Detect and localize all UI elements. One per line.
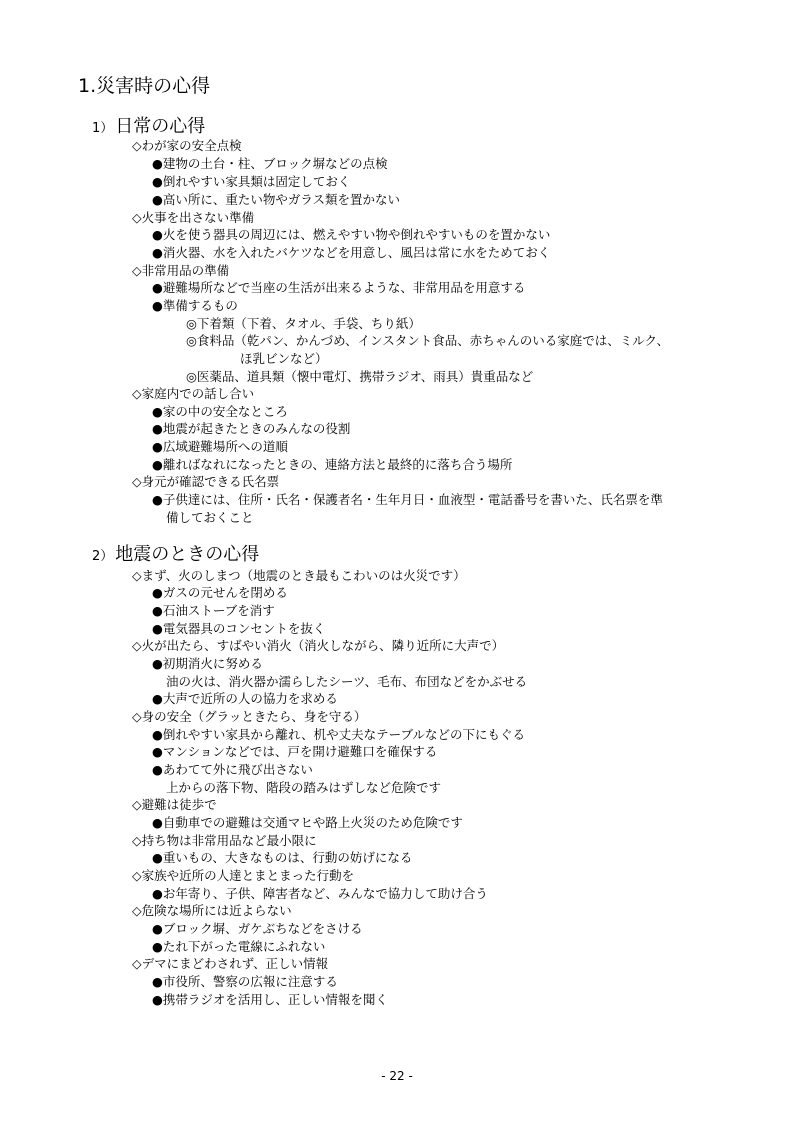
list-item: ◇持ち物は非常用品など最小限に (132, 833, 317, 848)
section1-number: 1） (92, 121, 114, 136)
list-item: ●避難場所などで当座の生活が出来るような、非常用品を用意する (152, 280, 526, 295)
list-item: ◇火事を出さない準備 (132, 210, 255, 225)
section2-heading (92, 543, 259, 569)
list-item: ●倒れやすい家具類は固定しておく (152, 174, 351, 189)
list-item: ●建物の土台・柱、ブロック塀などの点検 (152, 156, 388, 171)
list-item: 油の火は、消火器か濡らしたシーツ、毛布、布団などをかぶせる (166, 674, 528, 689)
list-item: ●初期消火に努める (152, 656, 263, 671)
list-item: 上からの落下物、階段の踏みはずしなど危険です (166, 780, 442, 795)
list-item: ●準備するもの (152, 298, 238, 313)
list-item: ほ乳ビンなど） (240, 351, 328, 366)
list-item: ●倒れやすい家具から離れ、机や丈夫なテーブルなどの下にもぐる (152, 727, 526, 742)
list-item: ●お年寄り、子供、障害者など、みんなで協力して助け合う (152, 886, 488, 901)
list-item: ●自動車での避難は交通マヒや路上火災のため危険です (152, 815, 463, 830)
list-item: ●携帯ラジオを活用し、正しい情報を聞く (152, 992, 388, 1007)
list-item: ◎食料品（乾パン、かんづめ、インスタント食品、赤ちゃんのいる家庭では、ミルク、 (186, 333, 670, 348)
section1-title: 日常の心得 (115, 116, 206, 137)
list-item: ◇わが家の安全点検 (132, 138, 242, 153)
list-item: ◇危険な場所には近よらない (132, 903, 292, 918)
list-item: ●離ればなれになったときの、連絡方法と最終的に落ち合う場所 (152, 457, 513, 472)
list-item: 備しておくこと (166, 510, 254, 525)
list-item: ●子供達には、住所・氏名・保護者名・生年月日・血液型・電話番号を書いた、氏名票を準 (152, 492, 663, 507)
list-item: ◇家庭内での話し合い (132, 386, 255, 401)
list-item: ◇身元が確認できる氏名票 (132, 474, 280, 489)
list-item: ●ブロック塀、ガケぶちなどをさける (152, 921, 363, 936)
list-item: ◇家族や近所の人達とまとまった行動を (132, 868, 355, 883)
list-item: ●消火器、水を入れたバケツなどを用意し、風呂は常に水をためておく (152, 245, 551, 260)
list-item: ●電気器具のコンセントを抜く (152, 621, 326, 636)
list-item: ◎医薬品、道具類（懐中電灯、携帯ラジオ、雨具）貴重品など (186, 369, 534, 384)
list-item: ●地震が起きたときのみんなの役割 (152, 421, 351, 436)
list-item: ◇まず、火のしまつ（地震のとき最もこわいのは火災です） (132, 568, 466, 583)
list-item: ●重いもの、大きなものは、行動の妨げになる (152, 850, 413, 865)
list-item: ●高い所に、重たい物やガラス類を置かない (152, 192, 401, 207)
list-item: ◇デマにまどわされず、正しい情報 (132, 956, 329, 971)
list-item: ●大声で近所の人の協力を求める (152, 691, 338, 706)
list-item: ◇非常用品の準備 (132, 263, 230, 278)
list-item: ●家の中の安全なところ (152, 404, 288, 419)
list-item: ●石油ストーブを消す (152, 603, 275, 618)
list-item: ●あわてて外に飛び出さない (152, 762, 313, 777)
list-item: ◇火が出たら、すばやい消火（消火しながら、隣り近所に大声で） (132, 638, 505, 653)
page-title: 1.災害時の心得 (78, 75, 211, 97)
page-number: - 22 - (381, 1069, 413, 1083)
list-item: ◇避難は徒歩で (132, 797, 217, 812)
list-item: ●市役所、警察の広報に注意する (152, 974, 338, 989)
list-item: ●火を使う器具の周辺には、燃えやすい物や倒れやすいものを置かない (152, 227, 551, 242)
list-item: ◎下着類（下着、タオル、手袋、ちり紙） (186, 316, 421, 331)
list-item: ●ガスの元せんを閉める (152, 585, 288, 600)
list-item: ●広域避難場所への道順 (152, 439, 288, 454)
list-item: ●たれ下がった電線にふれない (152, 939, 326, 954)
section2-title: 地震のときの心得 (115, 544, 260, 565)
list-item: ◇身の安全（グラッときたら、身を守る） (132, 709, 367, 724)
section2-number: 2） (92, 549, 114, 564)
list-item: ●マンションなどでは、戸を開け避難口を確保する (152, 744, 438, 759)
